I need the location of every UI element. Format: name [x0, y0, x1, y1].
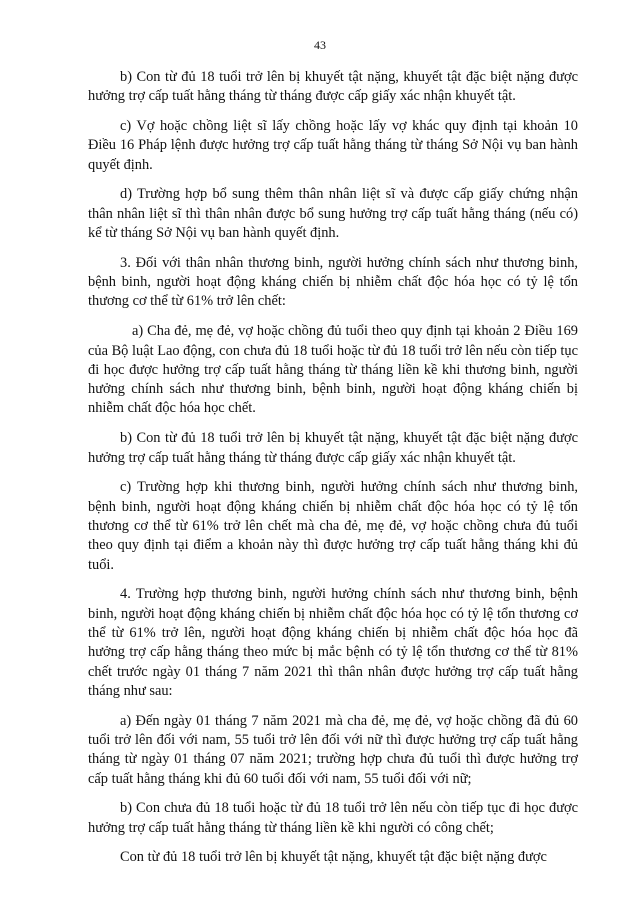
paragraph-3c-underage-relatives: c) Trường hợp khi thương binh, người hưởng chính sách như thương binh, bệnh binh, người hoạt động kháng chiến bị nhiễm chất độc hóa học có tỷ lệ tổn thương cơ thể từ 61% trở lên chết mà cha đẻ, mẹ đẻ, vợ hoặc chồng chưa đủ tuổi theo quy định tại điểm a khoản này thì được hưởng trợ cấp tuất hằng tháng khi đủ tuổi. — [88, 479, 578, 573]
document-body — [88, 68, 578, 878]
paragraph-section-4-heading: 4. Trường hợp thương binh, người hưởng chính sách như thương binh, bệnh binh, người hoạt động kháng chiến bị nhiễm chất độc hóa học có tỷ lệ tổn thương cơ thể từ 61% trở lên, người hoạt động kháng chiến bị nhiễm chất độc hóa học đã hưởng trợ cấp hằng tháng theo mức bị mắc bệnh có tỷ lệ tổn thương cơ thể từ 81% chết trước ngày 01 tháng 7 năm 2021 thì thân nhân được hưởng trợ cấp tuất hằng tháng như sau: — [88, 586, 578, 699]
paragraph-4b-children: b) Con chưa đủ 18 tuổi hoặc từ đủ 18 tuổi trở lên nếu còn tiếp tục đi học được hưởng trợ cấp tuất hằng tháng từ tháng liền kề khi người có công chết; — [88, 800, 578, 836]
paragraph-3b-disabled-child-repeat: b) Con từ đủ 18 tuổi trở lên bị khuyết tật nặng, khuyết tật đặc biệt nặng được hưởng trợ cấp tuất hằng tháng từ tháng được cấp giấy xác nhận khuyết tật. — [88, 430, 578, 466]
paragraph-4a-age-threshold: a) Đến ngày 01 tháng 7 năm 2021 mà cha đẻ, mẹ đẻ, vợ hoặc chồng đã đủ 60 tuổi trở lên đối với nam, 55 tuổi trở lên đối với nữ thì được hưởng trợ cấp tuất hằng tháng từ ngày 01 tháng 07 năm 2021; trường hợp chưa đủ tuổi thì được hưởng trợ cấp tuất hằng tháng khi đủ 60 tuổi đối với nam, 55 tuổi đối với nữ; — [88, 712, 578, 787]
paragraph-3c-remarried-spouse: c) Vợ hoặc chồng liệt sĩ lấy chồng hoặc lấy vợ khác quy định tại khoản 10 Điều 16 Pháp lệnh được hưởng trợ cấp tuất hằng tháng từ tháng Sở Nội vụ ban hành quyết định. — [88, 118, 578, 173]
paragraph-3a-parents-spouse-children: a) Cha đẻ, mẹ đẻ, vợ hoặc chồng đủ tuổi theo quy định tại khoản 2 Điều 169 của Bộ luật Lao động, con chưa đủ 18 tuổi hoặc từ đủ 18 tuổi trở lên nếu còn tiếp tục đi học được hưởng trợ cấp tuất hằng tháng từ tháng liền kề khi thương binh, người hưởng chính sách như thương binh, bệnh binh, người hoạt động kháng chiến bị nhiễm chất độc hóa học chết. — [88, 323, 578, 417]
paragraph-3b-disabled-child: b) Con từ đủ 18 tuổi trở lên bị khuyết tật nặng, khuyết tật đặc biệt nặng được hưởng trợ cấp tuất hằng tháng từ tháng được cấp giấy xác nhận khuyết tật. — [88, 69, 578, 105]
paragraph-3d-additional-relatives: d) Trường hợp bổ sung thêm thân nhân liệt sĩ và được cấp giấy chứng nhận thân nhân liệt sĩ thì thân nhân được bổ sung hưởng trợ cấp tuất hằng tháng (nếu có) kể từ tháng Sở Nội vụ ban hành quyết định. — [88, 186, 578, 242]
paragraph-section-3-heading: 3. Đối với thân nhân thương binh, người hưởng chính sách như thương binh, bệnh binh, người hoạt động kháng chiến bị nhiễm chất độc hóa học có tỷ lệ tổn thương cơ thể từ 61% trở lên chết: — [88, 254, 578, 310]
paragraph-4-disabled-child-continued: Con từ đủ 18 tuổi trở lên bị khuyết tật nặng, khuyết tật đặc biệt nặng được — [120, 849, 547, 866]
page-number: 43 — [314, 38, 326, 52]
